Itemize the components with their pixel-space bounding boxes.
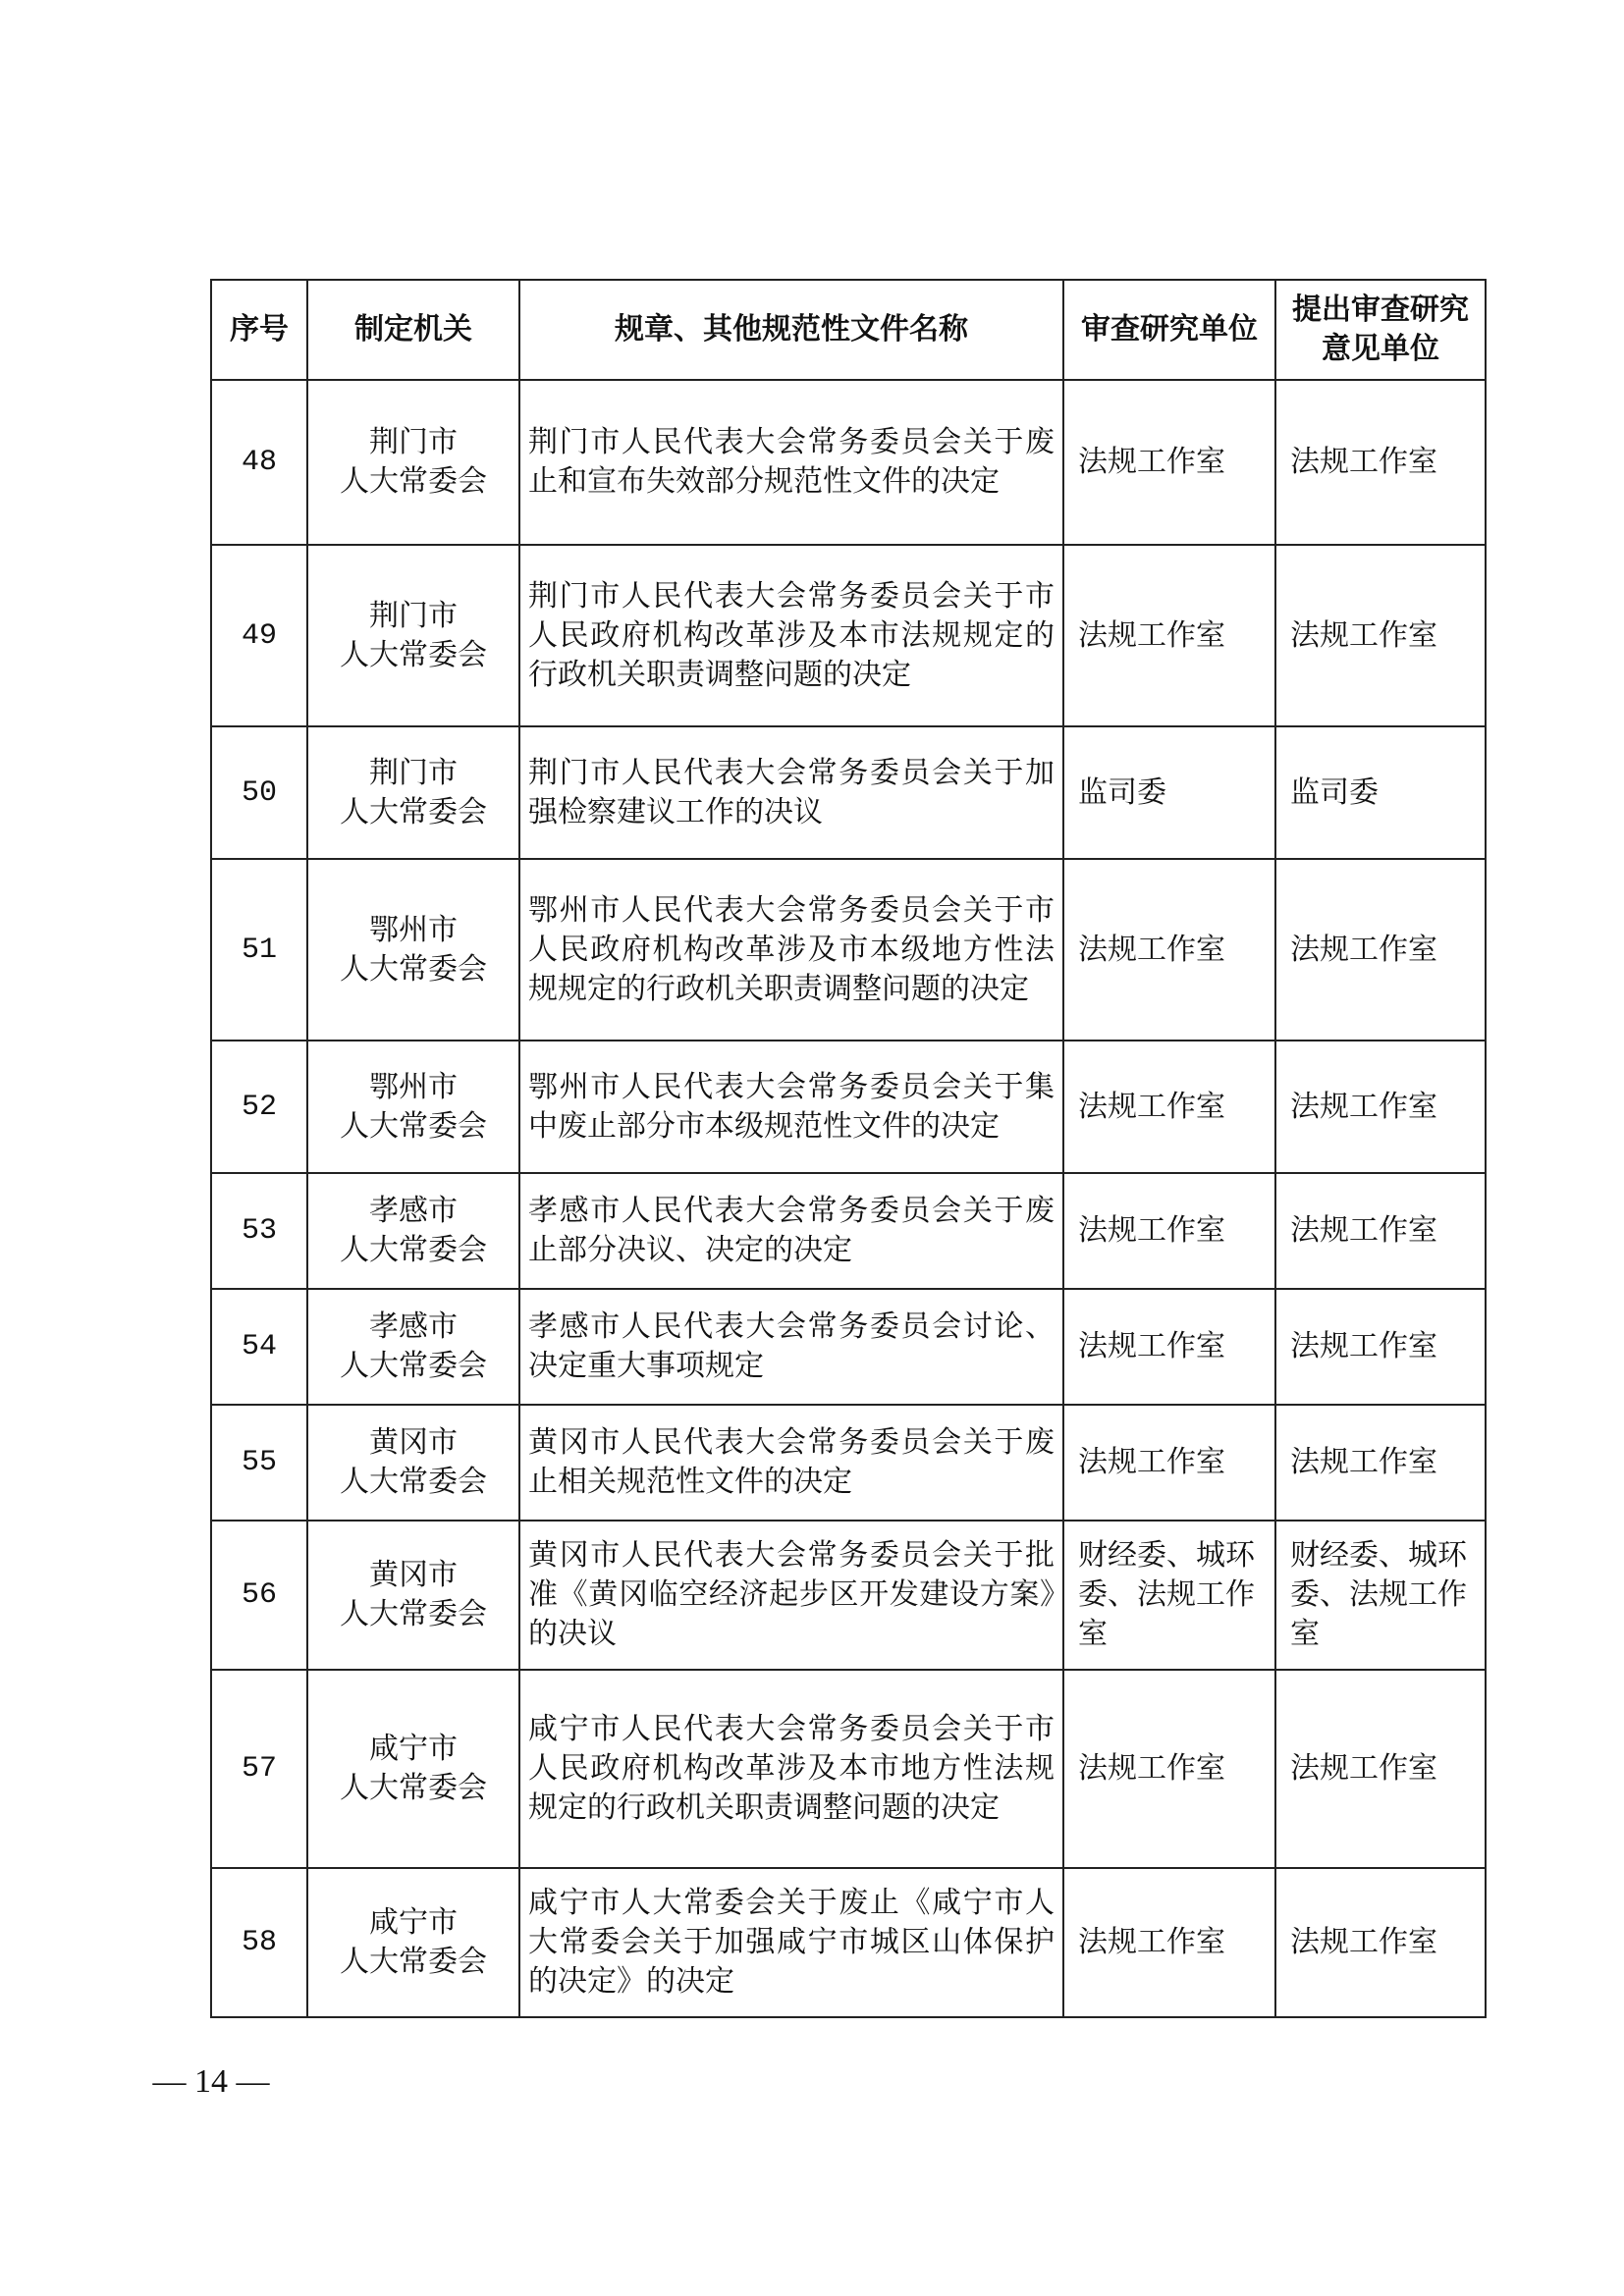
row-opinion-unit: 法规工作室 xyxy=(1275,1868,1486,2017)
row-opinion-unit: 法规工作室 xyxy=(1275,380,1486,545)
org-committee: 人大常委会 xyxy=(340,1349,487,1383)
org-city: 鄂州市 xyxy=(369,912,458,947)
row-review-unit: 财经委、城环委、法规工作室 xyxy=(1063,1521,1275,1670)
row-review-unit: 法规工作室 xyxy=(1063,1041,1275,1173)
org-city: 黄冈市 xyxy=(369,1425,458,1460)
table-row xyxy=(211,1868,1486,2017)
row-seq: 52 xyxy=(211,1041,307,1173)
row-org xyxy=(307,859,519,1041)
row-review-unit: 法规工作室 xyxy=(1063,859,1275,1041)
row-seq: 56 xyxy=(211,1521,307,1670)
row-document-name: 咸宁市人民代表大会常务委员会关于市人民政府机构改革涉及本市地方性法规规定的行政机关职责调整问题的决定 xyxy=(519,1670,1063,1868)
row-seq: 51 xyxy=(211,859,307,1041)
row-review-unit: 监司委 xyxy=(1063,726,1275,859)
row-review-unit: 法规工作室 xyxy=(1063,1670,1275,1868)
row-opinion-unit: 法规工作室 xyxy=(1275,545,1486,726)
row-org xyxy=(307,1405,519,1521)
table-row xyxy=(211,1405,1486,1521)
row-opinion-unit: 法规工作室 xyxy=(1275,1041,1486,1173)
row-seq: 50 xyxy=(211,726,307,859)
org-committee: 人大常委会 xyxy=(340,1233,487,1267)
row-org xyxy=(307,545,519,726)
row-seq: 54 xyxy=(211,1289,307,1405)
row-org xyxy=(307,726,519,859)
org-city: 孝感市 xyxy=(369,1194,458,1228)
org-city: 荆门市 xyxy=(369,425,458,459)
row-opinion-unit: 法规工作室 xyxy=(1275,1173,1486,1289)
row-org xyxy=(307,1521,519,1670)
row-opinion-unit: 法规工作室 xyxy=(1275,1670,1486,1868)
org-committee: 人大常委会 xyxy=(340,951,487,987)
header-review-unit: 审查研究单位 xyxy=(1063,280,1275,380)
row-document-name: 咸宁市人大常委会关于废止《咸宁市人大常委会关于加强咸宁市城区山体保护的决定》的决定 xyxy=(519,1868,1063,2017)
row-seq: 48 xyxy=(211,380,307,545)
row-org xyxy=(307,1289,519,1405)
row-org xyxy=(307,1868,519,2017)
row-seq: 55 xyxy=(211,1405,307,1521)
row-document-name: 黄冈市人民代表大会常务委员会关于废止相关规范性文件的决定 xyxy=(519,1405,1063,1521)
row-opinion-unit: 监司委 xyxy=(1275,726,1486,859)
row-document-name: 黄冈市人民代表大会常务委员会关于批准《黄冈临空经济起步区开发建设方案》的决议 xyxy=(519,1521,1063,1670)
org-committee: 人大常委会 xyxy=(340,1597,487,1631)
org-committee: 人大常委会 xyxy=(340,637,487,672)
header-org: 制定机关 xyxy=(307,280,519,380)
table-row xyxy=(211,726,1486,859)
header-name: 规章、其他规范性文件名称 xyxy=(519,280,1063,380)
header-opinion-unit: 提出审查研究意见单位 xyxy=(1275,280,1486,380)
row-seq: 49 xyxy=(211,545,307,726)
row-document-name: 孝感市人民代表大会常务委员会关于废止部分决议、决定的决定 xyxy=(519,1173,1063,1289)
org-city: 荆门市 xyxy=(369,598,458,633)
row-seq: 57 xyxy=(211,1670,307,1868)
row-opinion-unit: 财经委、城环委、法规工作室 xyxy=(1275,1521,1486,1670)
row-document-name: 孝感市人民代表大会常务委员会讨论、决定重大事项规定 xyxy=(519,1289,1063,1405)
table-row xyxy=(211,380,1486,545)
row-opinion-unit: 法规工作室 xyxy=(1275,1405,1486,1521)
row-seq: 58 xyxy=(211,1868,307,2017)
page-number: — 14 — xyxy=(152,2063,270,2100)
org-committee: 人大常委会 xyxy=(340,1108,487,1144)
row-review-unit: 法规工作室 xyxy=(1063,1868,1275,2017)
org-city: 咸宁市 xyxy=(369,1732,458,1766)
table-row xyxy=(211,1521,1486,1670)
table-row xyxy=(211,545,1486,726)
org-committee: 人大常委会 xyxy=(340,1945,487,1979)
row-seq: 53 xyxy=(211,1173,307,1289)
row-document-name: 鄂州市人民代表大会常务委员会关于市人民政府机构改革涉及市本级地方性法规规定的行政机关职责调整问题的决定 xyxy=(519,859,1063,1041)
row-review-unit: 法规工作室 xyxy=(1063,380,1275,545)
org-city: 黄冈市 xyxy=(369,1558,458,1592)
table-row xyxy=(211,1670,1486,1868)
table-row xyxy=(211,1289,1486,1405)
row-org xyxy=(307,380,519,545)
header-seq: 序号 xyxy=(211,280,307,380)
row-document-name: 荆门市人民代表大会常务委员会关于废止和宣布失效部分规范性文件的决定 xyxy=(519,380,1063,545)
row-review-unit: 法规工作室 xyxy=(1063,1405,1275,1521)
org-committee: 人大常委会 xyxy=(340,1465,487,1499)
row-review-unit: 法规工作室 xyxy=(1063,1173,1275,1289)
row-opinion-unit: 法规工作室 xyxy=(1275,859,1486,1041)
row-review-unit: 法规工作室 xyxy=(1063,545,1275,726)
row-document-name: 荆门市人民代表大会常务委员会关于加强检察建议工作的决议 xyxy=(519,726,1063,859)
org-committee: 人大常委会 xyxy=(340,464,487,499)
table-row xyxy=(211,1173,1486,1289)
org-city: 咸宁市 xyxy=(369,1905,458,1940)
org-city: 孝感市 xyxy=(369,1309,458,1344)
org-committee: 人大常委会 xyxy=(340,794,487,829)
org-committee: 人大常委会 xyxy=(340,1771,487,1805)
row-opinion-unit: 法规工作室 xyxy=(1275,1289,1486,1405)
table-row xyxy=(211,1041,1486,1173)
org-city: 荆门市 xyxy=(369,755,458,790)
row-document-name: 荆门市人民代表大会常务委员会关于市人民政府机构改革涉及本市法规规定的行政机关职责调整问题的决定 xyxy=(519,545,1063,726)
document-table xyxy=(210,279,1487,2018)
row-document-name: 鄂州市人民代表大会常务委员会关于集中废止部分市本级规范性文件的决定 xyxy=(519,1041,1063,1173)
row-org xyxy=(307,1173,519,1289)
row-org xyxy=(307,1670,519,1868)
row-org xyxy=(307,1041,519,1173)
org-city: 鄂州市 xyxy=(369,1069,458,1104)
table-header-row xyxy=(211,280,1486,380)
row-review-unit: 法规工作室 xyxy=(1063,1289,1275,1405)
table-row xyxy=(211,859,1486,1041)
